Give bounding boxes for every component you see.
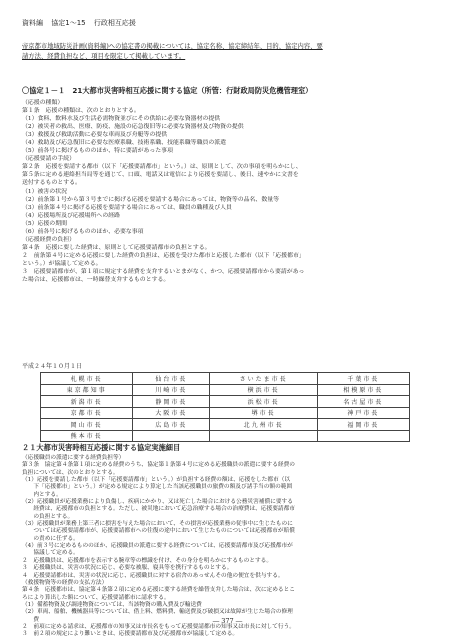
header-label-1: 資料編	[22, 19, 43, 27]
agreement-title: 〇協定１－１ 21大都市災害時相互応援に関する協定（所管：行財政局防災危機管理室）	[22, 86, 313, 95]
signatory-cell: 熊本市長	[41, 430, 133, 442]
signatory-cell: 大阪市長	[133, 407, 210, 419]
signatory-row	[41, 419, 410, 431]
signatory-cell: 名古屋市長	[317, 396, 409, 408]
signatory-cell: 横浜市長	[210, 384, 317, 396]
signatory-cell	[133, 430, 210, 442]
signatory-cell: 札幌市長	[41, 373, 133, 385]
header-label-3: 行政相互応援	[93, 19, 136, 27]
signatory-row	[41, 384, 410, 396]
agreement-date: 平成２４年１０月１日	[22, 363, 83, 370]
detail-rules-title: ２１大都市災害時相互応援に関する協定実施細目	[22, 443, 181, 452]
signatory-cell	[210, 430, 317, 442]
detail-rules-body: （応援職員の派遣に要する経費負担等） 第３条 協定第４条第１項に定める経費のうち、協定第１条第４号に定める応援職員の派遣に要する経費の 負担については、次のとおりとする。 （1）応援を要請した都市（以下「応援要請都市」という。）が負担する経費の額は、応援をした都市（以 下「応援都市」という。）が定める規定により算定した当該応援職員の旅費の額及び諸手当の額の範囲 内とする。 （2）応援職員が応援業務により負傷し、疾病にかかり、又は死亡した場合における公務災害補償に要する 経費は、応援都市の負担とする。ただし、被災地において応急治療する場合の治療費は、応援要請都市 の負担とする。 （3）応援職員が業務上第三者に損害を与えた場合において、その損害が応援業務の従事中に生じたものに ついては応援要請都市が、応援要請都市への往復の途中において生じたものについては応援都市が賠償 の責めに任ずる。 （4）前３号に定めるもののほか、応援職員の派遣に要する経費については、応援要請都市及び応援都市が 協議して定める。 ２ 応援職員は、応援都市を表示する腕章等の標識を付け、その身分を明らかにするものとする。 ３ 応援職員は、災害の状況に応じ、必要な被服、寝具等を携行するものとする。 ４ 応援要請都市は、災害の状況に応じ、応援職員に対する宿舎のあっせんその他の便宜を供与する。 （救援物資等の経費の支払方法） 第４条 応援都市は、協定第４条第２項に定める応援に要する経費を繰替支弁した場合は、次に定めるとこ ろにより算出した額について、応援要請都市に請求する。 （1）備蓄物資及び調達物資については、当該物資の購入費及び輸送費 （2）車両、船舶、機械器具等については、借上料、燃料費、輸送費及び破損又は故障が生じた場合の修理 費 ２ 前項に定める請求は、応援都市の知事又は市長名をもって応援要請都市の知事又は市長に対して行う。 ３ 前２項の規定により難いときは、応援要請都市及び応援都市が協議して定める。	[22, 455, 295, 638]
signatory-cell: 岡山市長	[41, 419, 133, 431]
intro-paragraph	[22, 42, 432, 62]
signatory-cell	[317, 430, 409, 442]
agreement-body: （応援の種類） 第１条 応援の種類は、次のとおりとする。 （1）食料、飲料水及び生活必需物資並びにその供給に必要な資器材の提供 （2）被災者の救出、医療、防疫、施設の応急復旧等に必要な資器材及び物資の提供 （3）救援及び救助活動に必要な車両及び舟艇等の提供 （4）救助及び応急復旧に必要な医療系職、技術系職、技能系職等職員の派遣 （5）前各号に掲げるもののほか、特に要請があった事項 （応援要請の手続） 第２条 応援を要請する都市（以下「応援要請都市」という。）は、原則として、次の事項を明らかにし、 第５条に定める連絡担当局等を通じて、口頭、電話又は電信により応援を要請し、後日、速やかに文書を 送付するものとする。 （1）被害の状況 （2）前条第１号から第３号までに掲げる応援を要請する場合にあっては、物資等の品名、数量等 （3）前条第４号に掲げる応援を要請する場合にあっては、職員の職種及び人員 （4）応援場所及び応援場所への経路 （5）応援の期間 （6）前各号に掲げるもののほか、必要な事項 （応援経費の負担） 第４条 応援に要した経費は、原則として応援要請都市の負担とする。 ２ 前条第４号に定める応援に要した経費の負担は、応援を受けた都市と応援した都市（以下「応援都市」 という。）が協議して定める。 ３ 応援要請都市が、第１項に規定する経費を支弁するいとまがなく、かつ、応援要請都市から要請があっ た場合は、応援都市は、一時繰替支弁するものとする。	[22, 100, 305, 284]
signatory-cell: 堺市長	[210, 407, 317, 419]
signatory-cell: 川崎市長	[133, 384, 210, 396]
page-header	[22, 18, 142, 28]
signatory-cell: 神戸市長	[317, 407, 409, 419]
signatory-cell: 静岡市長	[133, 396, 210, 408]
header-label-2: 協定1～15	[51, 19, 86, 27]
signatory-cell: 広島市長	[133, 419, 210, 431]
signatory-cell: 東京都知事	[41, 384, 133, 396]
signatory-cell: 北九州市長	[210, 419, 317, 431]
intro-line-2: 請方法、経費負担など、項目を限定して掲載しています。	[22, 53, 186, 60]
signatory-cell: 相模原市長	[317, 384, 409, 396]
signatory-cell: 浜松市長	[210, 396, 317, 408]
signatory-cell: 仙台市長	[133, 373, 210, 385]
signatory-row	[41, 430, 410, 442]
intro-line-1: 帝京都市地域防災計画(資料編)への協定書の掲載については、協定名称、協定締結年、目的、協定内容、要	[22, 43, 323, 50]
signatory-row	[41, 407, 410, 419]
signatory-cell: 京都市長	[41, 407, 133, 419]
signatory-row	[41, 373, 410, 385]
signatory-table	[40, 372, 410, 442]
signatory-cell: さいたま市長	[210, 373, 317, 385]
signatory-row	[41, 396, 410, 408]
signatory-cell: 千葉市長	[317, 373, 409, 385]
page-number: ― 377 ―	[212, 617, 243, 625]
signatory-cell: 福岡市長	[317, 419, 409, 431]
signatory-cell: 新潟市長	[41, 396, 133, 408]
